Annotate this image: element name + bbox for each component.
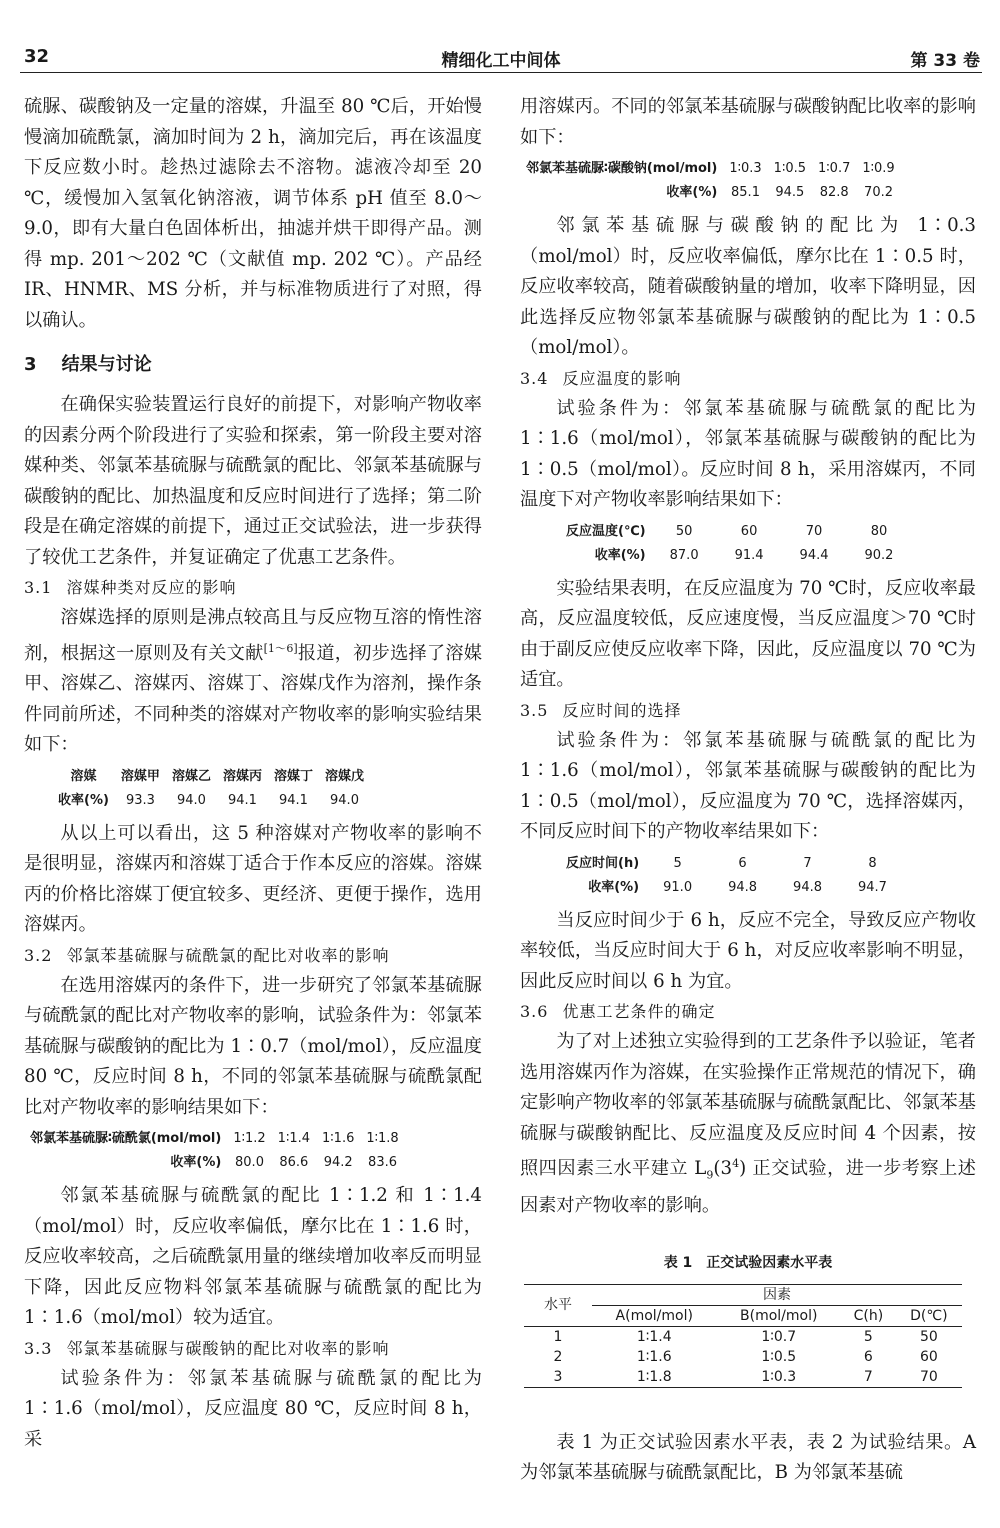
table-1-cell: 1∶1.4 [592,1326,716,1347]
subsection-3-1-title: 溶媒种类对反应的影响 [66,578,237,597]
subsection-3-6-title: 优惠工艺条件的确定 [562,1002,716,1021]
paragraph-intro: 硫脲、碳酸钠及一定量的溶媒，升温至 80 ℃后，开始慢慢滴加硫酰氯，滴加时间为 2 h，滴加完后，再在该温度下反应数小时。趁热过滤除去不溶物。滤液冷却至 20 ℃，缓慢加入氢氧化钠溶液，调节体系 pH 值至 8.0～9.0，即有大量白色固体析出，抽滤并烘干即得产品。测得 mp. 201～202 ℃（文献值 mp. 202 ℃）。产品经 IR、HNMR、MS 分析，并与标准物质进行了对照，得以确认。 [24,96,482,331]
table-1-cell: 1∶0.7 [716,1326,841,1347]
table-1-cell: 1∶1.6 [636,1348,672,1365]
paragraph-3-1-a [24,603,482,761]
table-1-cell: 1∶0.5 [761,1348,797,1365]
sulfuryl-yield-value: 80.0 [235,1155,264,1171]
table-1-column-header: B(mol/mol) [740,1307,818,1324]
subsection-3-5-number: 3.5 [520,700,549,720]
solvent-yield-table [52,765,370,813]
temperature-value: 70 [805,523,823,539]
carbonate-ratio-label: 邻氯苯基硫脲∶碳酸钠(mol/mol) [526,161,718,176]
section-3-number: 3 [24,354,37,375]
subsection-3-5-title: 反应时间的选择 [562,700,682,720]
subsection-3-3-heading [24,1334,482,1364]
page-number: 32 [24,46,50,67]
time-yield-table [560,852,905,900]
paragraph-3-1-c: 从以上可以看出，这 5 种溶媒对产物收率的影响不是很明显，溶媒丙和溶媒丁适合于作本反应的溶媒。溶媒丙的价格比溶媒丁便宜较多、更经济、更便于操作，选用溶媒丙。 [24,822,482,936]
subsection-3-2-heading [24,941,482,971]
solvent-name: 溶媒丁 [273,768,313,784]
sulfuryl-ratio-value: 1∶1.4 [277,1131,311,1147]
carbonate-yield-value: 82.8 [819,185,849,200]
table-1-cell: 70 [896,1367,962,1388]
sulfuryl-ratio-label: 邻氯苯基硫脲∶硫酰氯(mol/mol) [30,1131,222,1147]
solvent-name: 溶媒丙 [222,768,262,784]
sulfuryl-yield-label: 收率(%) [170,1155,222,1171]
table-1-cell: 5 [841,1326,896,1347]
subsection-3-4-title: 反应温度的影响 [562,368,682,388]
paragraph-3-2-a: 在选用溶媒丙的条件下，进一步研究了邻氯苯基硫脲与硫酰氯的配比对产物收率的影响，试验条件为：邻氯苯基硫脲与碳酸钠的配比为 1∶0.7（mol/mol），反应温度 80 ℃，反应时间 8 h，不同的邻氯苯基硫脲与硫酰氯配比对产物收率的影响结果如下： [24,974,482,1118]
paragraph-3-2-b: 邻氯苯基硫脲与硫酰氯的配比 1∶1.2 和 1∶1.4（mol/mol）时，反应收率偏低，摩尔比在 1∶1.6 时，反应收率较高，之后硫酰氯用量的继续增加收率反而明显下降，因此反应物料邻氯苯基硫脲与硫酰氯的配比为 1∶1.6（mol/mol）较为适宜。 [24,1185,482,1329]
paragraph-3-3-c: 邻氯苯基硫脲与碳酸钠的配比为 1∶0.3（mol/mol）时，反应收率偏低，摩尔比在 1∶0.5 时，反应收率较高，随着碳酸钠量的增加，收率下降明显，因此选择反应物邻氯苯基硫脲与碳酸钠的配比为 1∶0.5（mol/mol）。 [520,215,976,358]
temperature-value: 60 [740,523,758,539]
carbonate-yield-value: 85.1 [731,185,760,200]
carbonate-ratio-value: 1∶0.5 [773,161,807,176]
subsection-3-1-heading [24,573,482,603]
table-1-level-header: 水平 [524,1284,592,1326]
solvent-header-label: 溶媒 [70,768,97,784]
citation-ref: [1～6] [263,641,298,655]
paragraph-3-6-a [520,1027,976,1222]
carbonate-yield-label: 收率(%) [666,185,718,200]
subsection-3-1-number: 3.1 [24,578,53,597]
paragraph-3-3-a: 试验条件为：邻氯苯基硫脲与硫酰氯的配比为 1∶1.6（mol/mol），反应温度 80 ℃，反应时间 8 h，采 [24,1367,482,1450]
time-yield-value: 94.8 [728,879,758,895]
solvent-yield-value: 94.1 [279,792,308,808]
temperature-yield-value: 90.2 [864,547,894,563]
time-yield-value: 91.0 [663,879,693,895]
carbonate-ratio-value: 1∶0.3 [729,161,762,176]
time-yield-value: 94.8 [793,879,822,895]
solvent-yield-label: 收率(%) [58,792,109,808]
paragraph-section-3: 在确保实验装置运行良好的前提下，对影响产物收率的因素分两个阶段进行了实验和探索，第一阶段主要对溶媒种类、邻氯苯基硫脲与硫酰氯的配比、邻氯苯基硫脲与碳酸钠的配比、加热温度和反应时间进行了选择；第二阶段是在确定溶媒的前提下，通过正交试验法，进一步获得了较优工艺条件，并复证确定了优惠工艺条件。 [24,394,482,568]
solvent-name: 溶媒甲 [120,768,160,784]
paragraph-3-6-a-text: 为了对上述独立实验得到的工艺条件予以验证，笔者选用溶媒丙作为溶媒，在实验操作正常规范的情况下，确定影响产物收率的邻氯苯基硫脲与硫酰氯配比、邻氯苯基硫脲与碳酸钠配比、反应温度及反应时间 4 个因素，按照四因素三水平建立 L [520,1031,976,1180]
subsection-3-6-heading [520,997,976,1027]
temperature-yield-value: 94.4 [799,547,829,563]
table-1-caption: 表 1 正交试验因素水平表 [663,1254,833,1271]
carbonate-yield-value: 94.5 [775,185,805,200]
table-1-cell: 60 [919,1348,938,1365]
paragraph-3-1-b-text: 报道，初步选择了溶媒甲、溶媒乙、溶媒丙、溶媒丁、溶媒戊作为溶剂，操作条件同前所述，不同种类的溶媒对产物收率的影响实验结果如下： [24,642,482,756]
sulfuryl-ratio-value: 1∶1.2 [233,1131,266,1147]
time-yield-label: 收率(%) [588,879,640,895]
sulfuryl-ratio-table [24,1127,405,1175]
paragraph-3-3-b: 用溶媒丙。不同的邻氯苯基硫脲与碳酸钠配比收率的影响如下： [520,96,976,148]
time-label: 反应时间(h) [566,855,640,871]
solvent-yield-value: 93.3 [125,792,155,808]
temperature-value: 50 [675,523,693,539]
table-1-cell: 1∶0.3 [716,1367,841,1388]
right-column [520,92,976,1489]
table-1-cell: 50 [896,1326,962,1347]
sulfuryl-yield-value: 86.6 [279,1155,309,1171]
left-column [24,92,482,1455]
paragraph-3-5-b: 当反应时间少于 6 h，反应不完全，导致反应产物收率较低，当反应时间大于 6 h，对反应收率影响不明显，因此反应时间以 6 h 为宜。 [520,909,976,992]
carbonate-ratio-value: 1∶0.7 [818,161,851,176]
temperature-label: 反应温度(℃) [566,523,646,539]
orthogonal-superscript: 4 [732,1157,740,1170]
subsection-3-5-heading [520,696,976,726]
solvent-name: 溶媒戊 [324,768,364,784]
table-1-level: 1 [524,1326,592,1347]
paragraph-final: 表 1 为正交试验因素水平表，表 2 为试验结果。A 为邻氯苯基硫脲与硫酰氯配比，B 为邻氯苯基硫 [520,1431,976,1484]
carbonate-ratio-table [520,157,901,205]
section-3-heading [24,350,482,376]
sulfuryl-ratio-value: 1∶1.8 [366,1131,399,1147]
subsection-3-6-number: 3.6 [520,1002,549,1021]
solvent-name: 溶媒乙 [171,768,211,784]
table-1-cell: 1∶1.8 [592,1367,716,1388]
time-value: 6 [738,855,747,871]
table-row [524,1326,962,1347]
subsection-3-2-number: 3.2 [24,945,53,965]
sulfuryl-yield-value: 94.2 [323,1155,353,1171]
table-1-factor-levels [524,1284,962,1388]
sulfuryl-ratio-value: 1∶1.6 [322,1131,355,1147]
subsection-3-3-number: 3.3 [24,1338,53,1358]
table-row [524,1347,962,1367]
solvent-yield-value: 94.0 [176,792,206,808]
table-1-cell: 6 [863,1348,873,1365]
paragraph-3-4-a: 试验条件为：邻氯苯基硫脲与硫酰氯的配比为 1∶1.6（mol/mol），邻氯苯基硫脲与碳酸钠的配比为 1∶0.5（mol/mol）。反应时间 8 h，采用溶媒丙，不同温度下对产物收率影响结果如下： [520,397,976,510]
time-value: 7 [803,855,812,871]
paragraph-3-1-a-text: 溶媒选择的原则是沸点较高且与反应物互溶的惰性溶剂，根据这一原则及有关文献 [24,607,482,664]
temperature-yield-label: 收率(%) [594,547,646,563]
table-1-level: 2 [553,1348,563,1365]
time-yield-value: 94.7 [858,879,887,895]
carbonate-yield-value: 70.2 [864,185,893,200]
section-3-title: 结果与讨论 [61,354,152,375]
volume-label: 第 33 卷 [910,51,980,71]
table-1-column-header: C(h) [853,1307,884,1324]
journal-title: 精细化工中间体 [441,51,561,71]
sulfuryl-yield-value: 83.6 [368,1155,397,1171]
temperature-yield-value: 87.0 [669,547,699,563]
time-value: 8 [868,855,877,871]
subsection-3-3-title: 邻氯苯基硫脲与碳酸钠的配比对收率的影响 [66,1338,390,1358]
subsection-3-4-heading [520,364,976,394]
orthogonal-mid: (3 [713,1158,733,1180]
solvent-yield-value: 94.0 [330,792,359,808]
page-header [20,22,982,73]
temperature-yield-value: 91.4 [734,547,764,563]
carbonate-ratio-value: 1∶0.9 [862,161,895,176]
paragraph-3-5-a: 试验条件为：邻氯苯基硫脲与硫酰氯的配比为 1∶1.6（mol/mol），邻氯苯基硫脲与碳酸钠的配比为 1∶0.5（mol/mol），反应温度为 70 ℃，选择溶媒丙，不同反应时间下的产物收率结果如下： [520,729,976,842]
table-1-column-header: A(mol/mol) [615,1307,693,1324]
table-1-level: 3 [524,1367,592,1388]
time-value: 5 [673,855,682,871]
table-1-column-header: D(℃) [910,1307,948,1324]
table-1-cell: 7 [841,1367,896,1388]
table-row [524,1367,962,1388]
paragraph-3-4-b: 实验结果表明，在反应温度为 70 ℃时，反应收率最高，反应温度较低，反应速度慢，当反应温度＞70 ℃时由于副反应使反应收率下降，因此，反应温度以 70 ℃为适宜。 [520,577,976,690]
temperature-yield-table [560,520,911,568]
solvent-yield-value: 94.1 [227,792,257,808]
orthogonal-subscript: 9 [706,1168,714,1182]
temperature-value: 80 [870,523,888,539]
subsection-3-4-number: 3.4 [520,368,549,388]
subsection-3-2-title: 邻氯苯基硫脲与硫酰氯的配比对收率的影响 [66,945,390,965]
paragraph-3-6-b-text: ) 正交试验，进一步考察上述因素对产物收率的影响。 [520,1158,976,1217]
table-1-factor-header: 因素 [592,1284,962,1305]
